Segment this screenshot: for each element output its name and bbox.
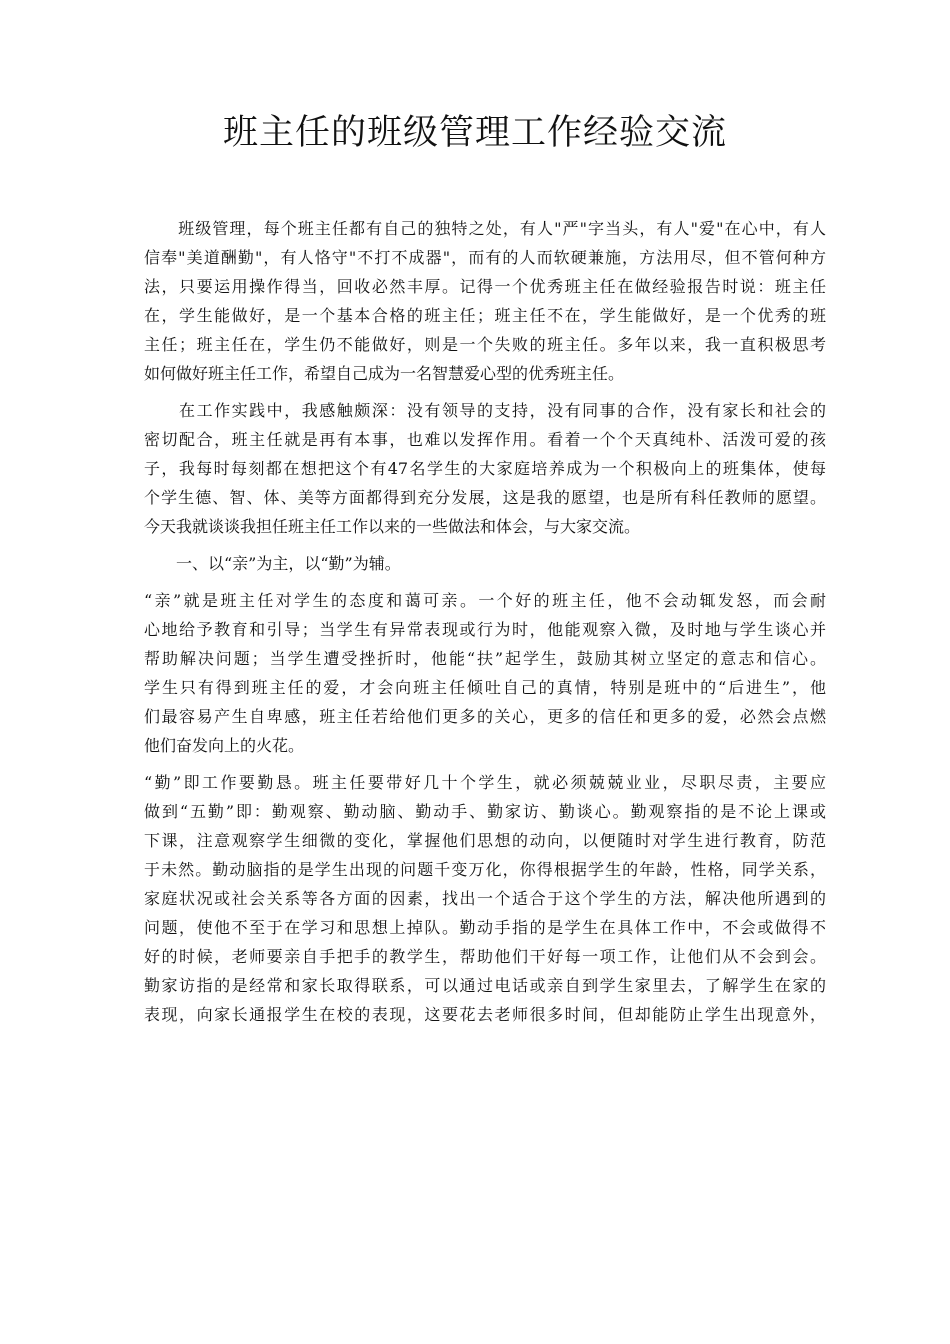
paragraph-1 [144, 214, 826, 388]
text-line: 密切配合，班主任就是再有本事，也难以发挥作用。看着一个个天真纯朴、活泼可爱的孩 [144, 430, 826, 449]
text-line: 班级管理，每个班主任都有自己的独特之处，有人"严"字当头，有人"爱"在心中，有人 [144, 219, 826, 238]
document-body [144, 214, 826, 1029]
text-line: 们最容易产生自卑感，班主任若给他们更多的关心，更多的信任和更多的爱，必然会点燃 [144, 707, 826, 726]
text-line: 心地给予教育和引导；当学生有异常表现或行为时，他能观察入微，及时地与学生谈心并 [144, 620, 826, 639]
paragraph-2 [144, 396, 826, 541]
text-line: 好的时候，老师要亲自手把手的教学生，帮助他们干好每一项工作，让他们从不会到会。 [144, 947, 826, 966]
text-line: 家庭状况或社会关系等各方面的因素，找出一个适合于这个学生的方法，解决他所遇到的 [144, 889, 826, 908]
text-line: “勤”即工作要勤恳。班主任要带好几十个学生，就必须兢兢业业，尽职尽责，主要应 [144, 773, 826, 792]
text-line: 学生只有得到班主任的爱，才会向班主任倾吐自己的真情，特别是班中的“后进生”，他 [144, 678, 826, 697]
text-line: 子，我每时每刻都在想把这个有47名学生的大家庭培养成为一个积极向上的班集体，使每 [144, 459, 826, 478]
paragraph-qin-diligence [144, 768, 826, 1029]
text-line: 勤家访指的是经常和家长取得联系，可以通过电话或亲自到学生家里去，了解学生在家的 [144, 976, 826, 995]
text-line: 如何做好班主任工作，希望自己成为一名智慧爱心型的优秀班主任。 [144, 364, 625, 383]
text-line: 个学生德、智、体、美等方面都得到充分发展，这是我的愿望，也是所有科任教师的愿望。 [144, 488, 826, 507]
text-line: “亲”就是班主任对学生的态度和蔼可亲。一个好的班主任，他不会动辄发怒，而会耐 [144, 591, 826, 610]
text-line: 在工作实践中，我感触颇深：没有领导的支持，没有同事的合作，没有家长和社会的 [144, 401, 826, 420]
paragraph-qin [144, 586, 826, 760]
document-title: 班主任的班级管理工作经验交流 [222, 113, 727, 153]
text-line: 做到“五勤”即：勤观察、勤动脑、勤动手、勤家访、勤谈心。勤观察指的是不论上课或 [144, 802, 826, 821]
text-line: 下课，注意观察学生细微的变化，掌握他们思想的动向，以便随时对学生进行教育，防范 [144, 831, 826, 850]
text-line: 主任；班主任在，学生仍不能做好，则是一个失败的班主任。多年以来，我一直积极思考 [144, 335, 826, 354]
text-line: 法，只要运用操作得当，回收必然丰厚。记得一个优秀班主任在做经验报告时说：班主任 [144, 277, 826, 296]
text-line: 一、以“亲”为主，以“勤”为辅。 [144, 554, 401, 573]
text-line: 于未然。勤动脑指的是学生出现的问题千变万化，你得根据学生的年龄，性格，同学关系， [144, 860, 826, 879]
text-line: 在，学生能做好，是一个基本合格的班主任；班主任不在，学生能做好，是一个优秀的班 [144, 306, 826, 325]
section-heading-1 [144, 549, 826, 578]
text-line: 他们奋发向上的火花。 [144, 736, 305, 755]
text-line: 问题，使他不至于在学习和思想上掉队。勤动手指的是学生在具体工作中，不会或做得不 [144, 918, 826, 937]
text-line: 今天我就谈谈我担任班主任工作以来的一些做法和体会，与大家交流。 [144, 517, 641, 536]
text-line: 帮助解决问题；当学生遭受挫折时，他能“扶”起学生，鼓励其树立坚定的意志和信心。 [144, 649, 826, 668]
text-line: 信奉"美道酬勤"，有人恪守"不打不成器"，而有的人而软硬兼施，方法用尽，但不管何种方 [144, 248, 826, 267]
text-line: 表现，向家长通报学生在校的表现，这要花去老师很多时间，但却能防止学生出现意外， [144, 1005, 826, 1024]
